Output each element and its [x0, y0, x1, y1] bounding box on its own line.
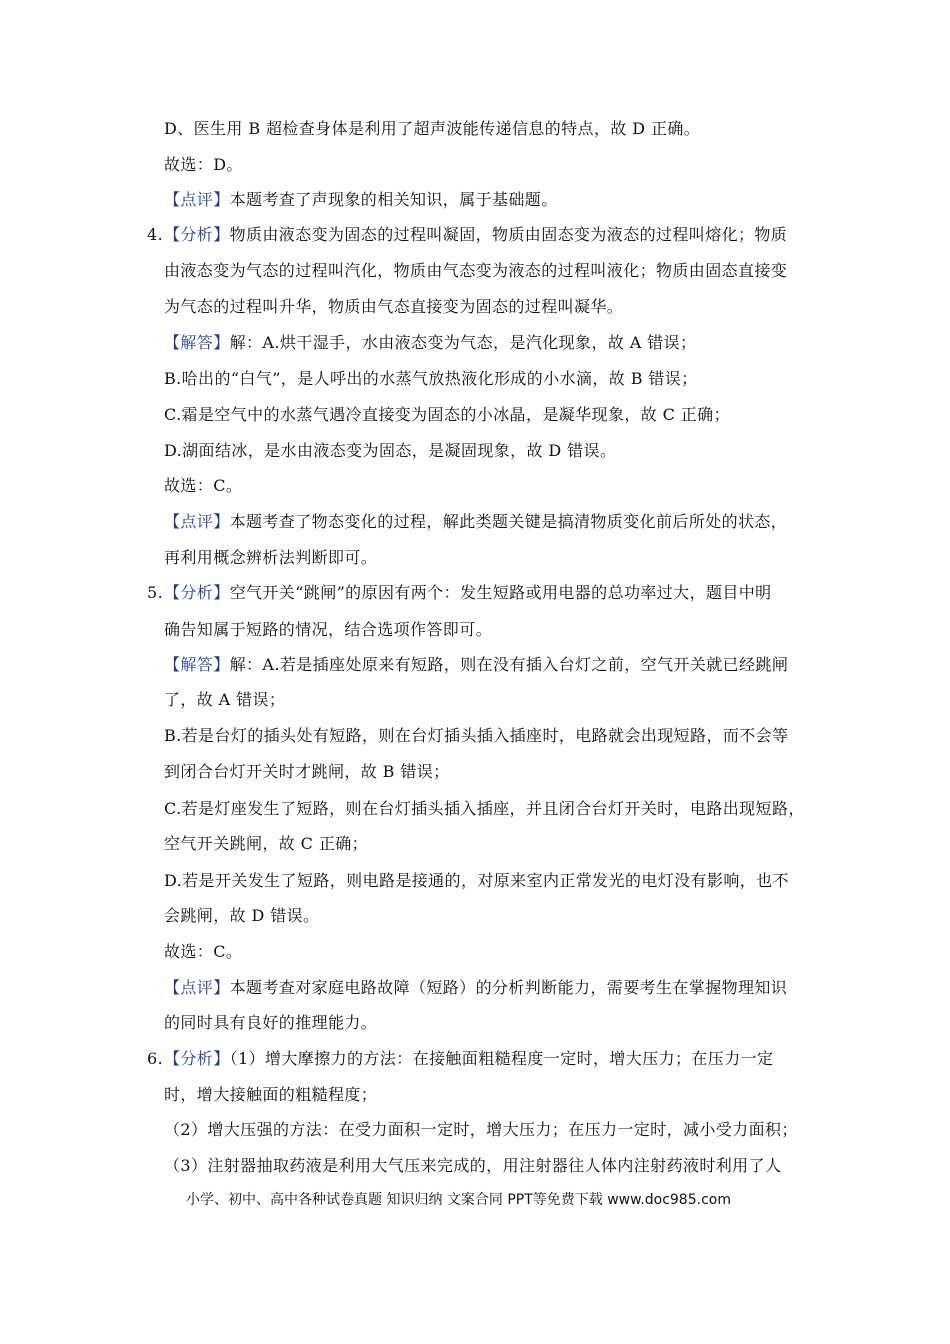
text-line [164, 405, 730, 425]
line-text: D.若是开关发生了短路，则电路是接通的，对原来室内正常发光的电灯没有影响，也不 [164, 871, 789, 890]
text-line [164, 978, 787, 998]
question-number: 4. [147, 225, 164, 244]
text-line [164, 834, 368, 854]
section-tag: 【解答】 [164, 333, 230, 352]
text-line [164, 441, 616, 461]
line-text: 解：A.烘干湿手，水由液态变为气态，是汽化现象，故 A 错误； [229, 333, 697, 352]
line-text: （1）增大摩擦力的方法：在接触面粗糙程度一定时，增大压力；在压力一定 [229, 1049, 774, 1068]
text-line [164, 1085, 377, 1105]
line-text: C.若是灯座发生了短路，则在台灯插头插入插座，并且闭合台灯开关时，电路出现短路， [164, 799, 805, 818]
text-line [164, 906, 319, 926]
text-line [164, 548, 377, 568]
line-text: 物质由液态变为固态的过程叫凝固，物质由固态变为液态的过程叫熔化；物质 [229, 225, 788, 244]
text-line [164, 655, 788, 675]
line-text: 由液态变为气态的过程叫汽化，物质由气态变为液态的过程叫液化；物质由固态直接变 [164, 261, 788, 280]
line-text: 本题考查了声现象的相关知识，属于基础题。 [229, 190, 558, 209]
section-tag: 【分析】 [164, 583, 230, 602]
section-tag: 【解答】 [164, 655, 230, 674]
line-text: 了，故 A 错误； [164, 690, 286, 709]
text-line [164, 583, 772, 603]
section-tag: 【点评】 [164, 190, 230, 209]
text-line [164, 762, 450, 782]
section-tag: 【分析】 [164, 1049, 230, 1068]
text-line [164, 1120, 798, 1140]
line-text: 故选：D。 [164, 155, 243, 174]
line-text: 解：A.若是插座处原来有短路，则在没有插入台灯之前，空气开关就已经跳闸 [229, 655, 789, 674]
text-line [164, 1156, 781, 1176]
text-line [164, 261, 787, 281]
line-text: 故选：C。 [164, 942, 243, 961]
section-tag: 【分析】 [164, 225, 230, 244]
text-line [164, 333, 696, 353]
text-line [164, 799, 805, 819]
text-line [164, 119, 700, 139]
text-line [164, 476, 242, 496]
line-text: 本题考查了物态变化的过程，解此类题关键是搞清物质变化前后所处的状态， [229, 512, 788, 531]
text-line [164, 1013, 377, 1033]
line-text: 时，增大接触面的粗糙程度； [164, 1085, 378, 1104]
line-text: 故选：C。 [164, 476, 243, 495]
text-line [164, 1049, 773, 1069]
text-line [164, 726, 788, 746]
line-text: D.湖面结冰，是水由液态变为固态，是凝固现象，故 D 错误。 [164, 441, 617, 460]
line-text: 再利用概念辨析法判断即可。 [164, 548, 378, 567]
text-line [164, 942, 242, 962]
text-line [164, 690, 285, 710]
line-text: D、医生用 B 超检查身体是利用了超声波能传递信息的特点，故 D 正确。 [164, 119, 701, 138]
line-text: B.若是台灯的插头处有短路，则在台灯插头插入插座时，电路就会出现短路，而不会等 [164, 726, 789, 745]
text-line [164, 512, 787, 532]
line-text: （3）注射器抽取药液是利用大气压来完成的，用注射器往人体内注射药液时利用了人 [164, 1156, 782, 1175]
line-text: 本题考查对家庭电路故障（短路）的分析判断能力，需要考生在掌握物理知识 [229, 978, 788, 997]
section-tag: 【点评】 [164, 978, 230, 997]
text-line [164, 369, 698, 389]
text-line [164, 297, 623, 317]
text-line [164, 620, 492, 640]
line-text: 空气开关“跳闸”的原因有两个：发生短路或用电器的总功率过大，题目中明 [229, 583, 772, 602]
line-text: 到闭合台灯开关时才跳闸，故 B 错误； [164, 762, 450, 781]
question-number: 5. [147, 583, 164, 602]
line-text: 为气态的过程叫升华，物质由气态直接变为固态的过程叫凝华。 [164, 297, 624, 316]
line-text: 确告知属于短路的情况，结合选项作答即可。 [164, 620, 493, 639]
line-text: （2）增大压强的方法：在受力面积一定时，增大压力；在压力一定时，减小受力面积； [164, 1120, 798, 1139]
text-line [164, 190, 558, 210]
text-line [164, 155, 243, 175]
line-text: 会跳闸，故 D 错误。 [164, 906, 320, 925]
line-text: 的同时具有良好的推理能力。 [164, 1013, 378, 1032]
text-line [164, 871, 789, 891]
line-text: 空气开关跳闸，故 C 正确； [164, 834, 369, 853]
line-text: C.霜是空气中的水蒸气遇冷直接变为固态的小冰晶，是凝华现象，故 C 正确； [164, 405, 730, 424]
section-tag: 【点评】 [164, 512, 230, 531]
page-footer: 小学、初中、高中各种试卷真题 知识归纳 文案合同 PPT等免费下载 www.doc985.com [186, 1192, 731, 1208]
text-line [164, 225, 787, 245]
line-text: B.哈出的“白气”，是人呼出的水蒸气放热液化形成的小水滴，故 B 错误； [164, 369, 698, 388]
question-number: 6. [147, 1049, 164, 1068]
